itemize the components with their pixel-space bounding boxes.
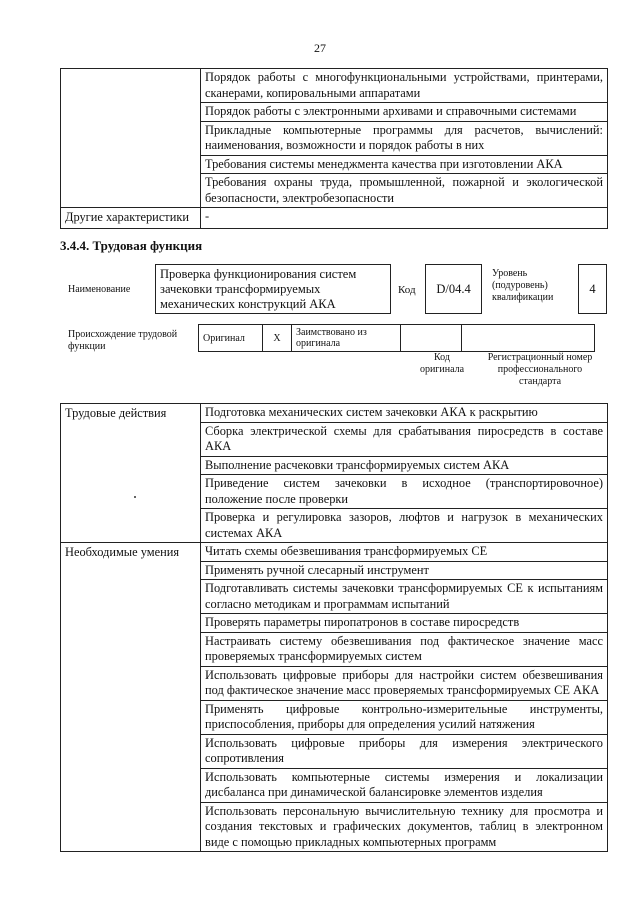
knowledge-item: Порядок работы с электронными архивами и справочными системами: [201, 103, 608, 122]
empty-label-cell: [61, 69, 201, 208]
code-original-cell: [401, 325, 462, 352]
skill-item: Использовать персональную вычислительную технику для просмотра и создания текстовых и графических документов, таблиц в электронном виде с помощью прикладных компьютерных программ: [201, 802, 608, 852]
original-label: Оригинал: [199, 325, 263, 352]
code-label: Код: [398, 284, 416, 296]
skill-item: Использовать компьютерные системы измерения и локализации дисбаланса при динамической балансировке элементов изделия: [201, 768, 608, 802]
other-characteristics-value: -: [201, 208, 608, 229]
function-name-box: Проверка функционирования систем зачековки трансформируемых механических конструкций АКА: [155, 264, 391, 314]
name-label: Наименование: [68, 284, 131, 295]
code-original-label: Код оригинала: [419, 352, 465, 375]
borrowed-label: Заимствовано из оригинала: [292, 325, 401, 352]
skill-item: Использовать цифровые приборы для настройки систем обезвешивания под фактическое значение масс проверяемых трансформируемых СЕ АКА: [201, 666, 608, 700]
table-row: [61, 543, 608, 562]
labor-actions-label: Трудовые действия: [61, 404, 201, 543]
labor-action-item: Сборка электрической схемы для срабатывания пиросредств в составе АКА: [201, 422, 608, 456]
knowledge-continuation-table: [60, 68, 608, 229]
reg-number-label: Регистрационный номер профессионального стандарта: [487, 352, 593, 387]
skill-item: Читать схемы обезвешивания трансформируемых СЕ: [201, 543, 608, 562]
skill-item: Подготавливать системы зачековки трансформируемых СЕ к испытаниям согласно методикам и программам испытаний: [201, 580, 608, 614]
section-title: 3.4.4. Трудовая функция: [60, 238, 203, 253]
skill-item: Использовать цифровые приборы для измерения электрического сопротивления: [201, 734, 608, 768]
table-row: [199, 325, 595, 352]
knowledge-item: Порядок работы с многофункциональными устройствами, принтерами, сканерами, копировальными аппаратами: [201, 69, 608, 103]
knowledge-item: Прикладные компьютерные программы для расчетов, вычислений: наименования, возможности и порядок работы в них: [201, 121, 608, 155]
knowledge-item: Требования охраны труда, промышленной, пожарной и экологической безопасности, электробезопасности: [201, 174, 608, 208]
skill-item: Применять ручной слесарный инструмент: [201, 561, 608, 580]
origin-label: Происхождение трудовой функции: [68, 329, 178, 352]
knowledge-item: Требования системы менеджмента качества при изготовлении АКА: [201, 155, 608, 174]
labor-action-item: Выполнение расчековки трансформируемых систем АКА: [201, 456, 608, 475]
page-number: 27: [314, 41, 326, 55]
labor-action-item: Подготовка механических систем зачековки АКА к раскрытию: [201, 404, 608, 423]
origin-table: [198, 324, 595, 352]
other-characteristics-label: Другие характеристики: [61, 208, 201, 229]
code-value-box: D/04.4: [425, 264, 482, 314]
original-mark: X: [263, 325, 292, 352]
table-row: [61, 208, 608, 229]
skill-item: Проверять параметры пиропатронов в составе пиросредств: [201, 614, 608, 633]
scan-artifact-dot: [134, 496, 136, 498]
table-row: [61, 69, 608, 103]
skills-label: Необходимые умения: [61, 543, 201, 852]
level-value-box: 4: [578, 264, 607, 314]
table-row: [61, 404, 608, 423]
skill-item: Применять цифровые контрольно-измерительные инструменты, приспособления, приборы для определения усилий натяжения: [201, 700, 608, 734]
labor-action-item: Проверка и регулировка зазоров, люфтов и нагрузок в механических системах АКА: [201, 509, 608, 543]
level-label: Уровень (подуровень) квалификации: [492, 268, 554, 303]
labor-action-item: Приведение систем зачековки в исходное (транспортировочное) положение после проверки: [201, 475, 608, 509]
reg-number-cell: [462, 325, 595, 352]
skill-item: Настраивать систему обезвешивания под фактическое значение масс проверяемых трансформируемых систем: [201, 632, 608, 666]
labor-actions-table: [60, 403, 608, 852]
